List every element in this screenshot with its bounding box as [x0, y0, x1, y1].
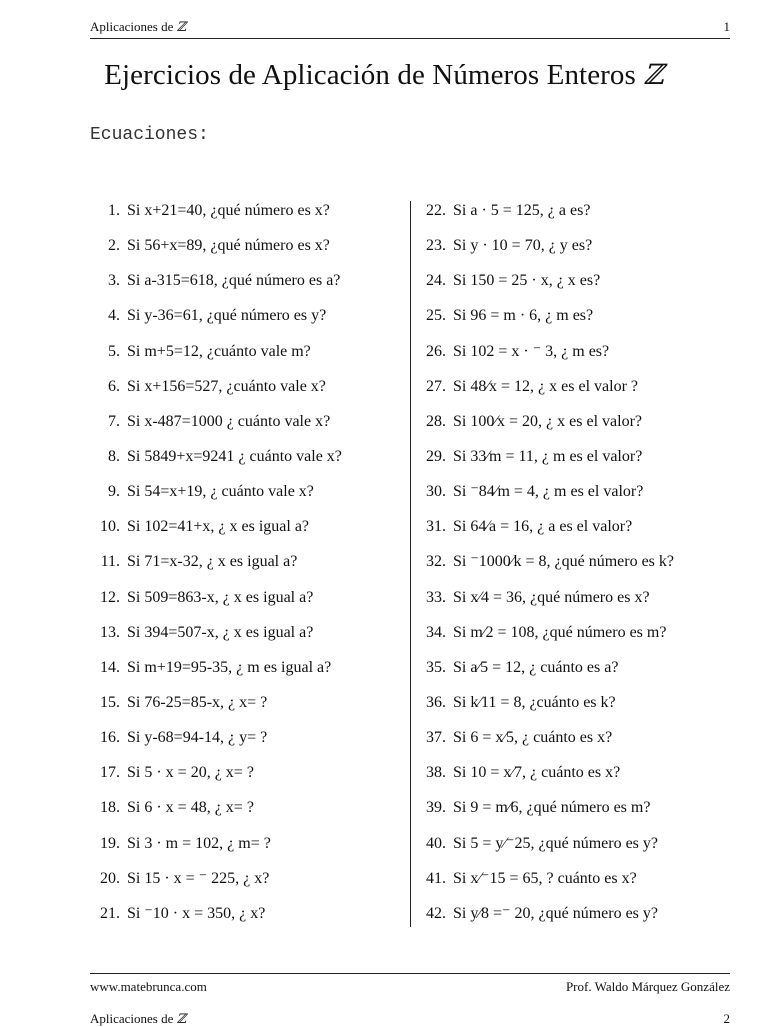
- exercise-number: 8.: [108, 447, 120, 465]
- exercise-text: Si ⁻10 · x = 350, ¿ x?: [127, 904, 266, 922]
- exercise-item: [416, 193, 716, 228]
- header-title: [90, 19, 186, 35]
- exercise-text: Si a⁄5 = 12, ¿ cuánto es a?: [453, 658, 619, 676]
- exercise-item: [416, 263, 716, 298]
- page-number: 1: [723, 19, 730, 34]
- exercise-item: [88, 685, 406, 720]
- exercise-text: Si 150 = 25 · x, ¿ x es?: [453, 272, 601, 290]
- footer-website: www.matebrunca.com: [90, 979, 207, 994]
- exercise-number: 3.: [108, 272, 120, 290]
- exercise-item: [88, 193, 406, 228]
- exercise-item: [416, 544, 716, 579]
- exercise-item: [88, 263, 406, 298]
- exercise-item: [416, 509, 716, 544]
- exercise-number: 1.: [108, 202, 120, 219]
- exercise-number: 20.: [100, 869, 120, 887]
- exercise-number: 39.: [426, 799, 446, 817]
- exercise-item: [88, 790, 406, 825]
- next-page-number: 2: [723, 1011, 730, 1026]
- next-integers-symbol: ℤ: [176, 1012, 187, 1027]
- exercise-number: 40.: [426, 834, 446, 852]
- exercise-text: Si k⁄11 = 8, ¿cuánto es k?: [453, 693, 616, 711]
- exercise-item: [88, 826, 406, 861]
- exercise-number: 4.: [108, 307, 120, 325]
- exercise-item: [416, 755, 716, 790]
- exercise-number: 23.: [426, 237, 446, 255]
- header-title-text: Aplicaciones de: [90, 19, 174, 34]
- exercise-item: [88, 439, 406, 474]
- exercise-text: Si x-487=1000 ¿ cuánto vale x?: [127, 412, 331, 430]
- exercise-number: 41.: [426, 869, 446, 887]
- exercise-text: Si ⁻1000⁄k = 8, ¿qué número es k?: [453, 553, 674, 571]
- title-integers-symbol: ℤ: [643, 58, 664, 91]
- exercise-number: 9.: [108, 483, 120, 501]
- exercise-number: 31.: [426, 518, 446, 536]
- exercise-item: [88, 298, 406, 333]
- exercise-number: 2.: [108, 237, 120, 255]
- exercise-item: [416, 334, 716, 369]
- exercise-text: Si 9 = m⁄6, ¿qué número es m?: [453, 799, 651, 817]
- exercise-text: Si a · 5 = 125, ¿ a es?: [453, 202, 591, 219]
- exercise-text: Si 6 · x = 48, ¿ x= ?: [127, 799, 254, 817]
- exercise-text: Si y · 10 = 70, ¿ y es?: [453, 237, 593, 255]
- exercise-number: 17.: [100, 764, 120, 782]
- exercise-number: 11.: [100, 553, 120, 571]
- exercise-item: [88, 474, 406, 509]
- exercise-text: Si x+156=527, ¿cuánto vale x?: [127, 377, 326, 395]
- exercise-text: Si 15 · x = ⁻ 225, ¿ x?: [127, 869, 270, 887]
- exercise-number: 24.: [426, 272, 446, 290]
- exercise-number: 37.: [426, 729, 446, 747]
- exercise-item: [416, 826, 716, 861]
- exercise-item: [88, 544, 406, 579]
- exercise-item: [416, 439, 716, 474]
- exercise-item: [416, 861, 716, 896]
- exercise-number: 19.: [100, 834, 120, 852]
- exercise-text: Si 10 = x⁄7, ¿ cuánto es x?: [453, 764, 621, 782]
- exercise-number: 10.: [100, 518, 120, 536]
- exercise-text: Si m⁄2 = 108, ¿qué número es m?: [453, 623, 667, 641]
- exercise-number: 34.: [426, 623, 446, 641]
- page-title: [0, 58, 768, 92]
- exercise-item: [416, 474, 716, 509]
- exercise-number: 14.: [100, 658, 120, 676]
- exercise-number: 25.: [426, 307, 446, 325]
- exercise-text: Si 96 = m · 6, ¿ m es?: [453, 307, 594, 325]
- section-heading: Ecuaciones:: [90, 125, 209, 145]
- exercise-item: [88, 896, 406, 931]
- exercise-text: Si x⁄4 = 36, ¿qué número es x?: [453, 588, 650, 606]
- exercise-number: 36.: [426, 693, 446, 711]
- exercise-number: 22.: [426, 202, 446, 219]
- exercise-item: [88, 861, 406, 896]
- exercise-text: Si 33⁄m = 11, ¿ m es el valor?: [453, 447, 643, 465]
- exercise-text: Si 102 = x · ⁻ 3, ¿ m es?: [453, 342, 610, 360]
- exercise-text: Si 5 = y⁄⁻25, ¿qué número es y?: [453, 834, 658, 852]
- exercise-text: Si 76-25=85-x, ¿ x= ?: [127, 693, 268, 711]
- exercise-number: 29.: [426, 447, 446, 465]
- exercise-item: [88, 509, 406, 544]
- next-page-header-text: Aplicaciones de: [90, 1011, 174, 1026]
- exercise-text: Si m+5=12, ¿cuánto vale m?: [127, 342, 311, 360]
- exercise-text: Si 48⁄x = 12, ¿ x es el valor ?: [453, 377, 638, 395]
- next-page-header: [90, 1011, 186, 1027]
- exercise-number: 35.: [426, 658, 446, 676]
- exercise-item: [88, 650, 406, 685]
- exercise-number: 5.: [108, 342, 120, 360]
- exercise-number: 21.: [100, 904, 120, 922]
- exercise-item: [416, 790, 716, 825]
- exercise-text: Si 54=x+19, ¿ cuánto vale x?: [127, 483, 314, 501]
- exercise-text: Si 5849+x=9241 ¿ cuánto vale x?: [127, 447, 342, 465]
- exercise-number: 18.: [100, 799, 120, 817]
- exercise-number: 30.: [426, 483, 446, 501]
- exercise-number: 7.: [108, 412, 120, 430]
- exercise-item: [416, 404, 716, 439]
- exercise-number: 28.: [426, 412, 446, 430]
- exercise-number: 33.: [426, 588, 446, 606]
- exercise-item: [88, 228, 406, 263]
- exercise-text: Si y⁄8 =⁻ 20, ¿qué número es y?: [453, 904, 658, 922]
- exercise-item: [88, 334, 406, 369]
- exercise-text: Si ⁻84⁄m = 4, ¿ m es el valor?: [453, 483, 644, 501]
- exercise-item: [88, 615, 406, 650]
- exercise-text: Si 5 · x = 20, ¿ x= ?: [127, 764, 254, 782]
- exercise-number: 27.: [426, 377, 446, 395]
- exercise-list-right: [416, 193, 716, 931]
- running-header: [90, 16, 730, 39]
- exercise-text: Si 100⁄x = 20, ¿ x es el valor?: [453, 412, 642, 430]
- footer-rule: [90, 973, 730, 974]
- exercise-item: [416, 896, 716, 931]
- exercise-text: Si y-36=61, ¿qué número es y?: [127, 307, 327, 325]
- exercise-text: Si y-68=94-14, ¿ y= ?: [127, 729, 268, 747]
- column-divider: [410, 201, 411, 927]
- exercise-number: 12.: [100, 588, 120, 606]
- exercise-text: Si a-315=618, ¿qué número es a?: [127, 272, 341, 290]
- footer-author: Prof. Waldo Márquez González: [565, 979, 730, 994]
- exercise-item: [416, 228, 716, 263]
- exercise-number: 15.: [100, 693, 120, 711]
- exercise-text: Si 56+x=89, ¿qué número es x?: [127, 237, 330, 255]
- exercise-list-left: [88, 193, 406, 931]
- exercise-number: 42.: [426, 904, 446, 922]
- exercise-text: Si 509=863-x, ¿ x es igual a?: [127, 588, 314, 606]
- exercise-item: [416, 615, 716, 650]
- exercise-number: 6.: [108, 377, 120, 395]
- exercise-item: [416, 298, 716, 333]
- exercise-item: [416, 369, 716, 404]
- integers-symbol: ℤ: [176, 20, 187, 35]
- exercise-number: 32.: [426, 553, 446, 571]
- exercise-number: 26.: [426, 342, 446, 360]
- exercise-item: [88, 755, 406, 790]
- exercise-item: [88, 369, 406, 404]
- exercise-text: Si 64⁄a = 16, ¿ a es el valor?: [453, 518, 633, 536]
- exercise-number: 16.: [100, 729, 120, 747]
- exercise-number: 38.: [426, 764, 446, 782]
- exercise-text: Si 6 = x⁄5, ¿ cuánto es x?: [453, 729, 613, 747]
- exercise-item: [88, 404, 406, 439]
- exercise-text: Si x+21=40, ¿qué número es x?: [127, 202, 330, 219]
- exercise-text: Si m+19=95-35, ¿ m es igual a?: [127, 658, 332, 676]
- exercise-text: Si 71=x-32, ¿ x es igual a?: [127, 553, 298, 571]
- exercise-item: [416, 580, 716, 615]
- exercise-text: Si 3 · m = 102, ¿ m= ?: [127, 834, 271, 852]
- page-title-text: Ejercicios de Aplicación de Números Enteros: [104, 59, 636, 91]
- exercise-text: Si 394=507-x, ¿ x es igual a?: [127, 623, 314, 641]
- exercise-item: [416, 685, 716, 720]
- exercise-item: [88, 720, 406, 755]
- exercise-item: [416, 650, 716, 685]
- exercise-item: [88, 580, 406, 615]
- exercise-number: 13.: [100, 623, 120, 641]
- exercise-text: Si 102=41+x, ¿ x es igual a?: [127, 518, 310, 536]
- exercise-item: [416, 720, 716, 755]
- exercise-text: Si x⁄⁻15 = 65, ? cuánto es x?: [453, 869, 637, 887]
